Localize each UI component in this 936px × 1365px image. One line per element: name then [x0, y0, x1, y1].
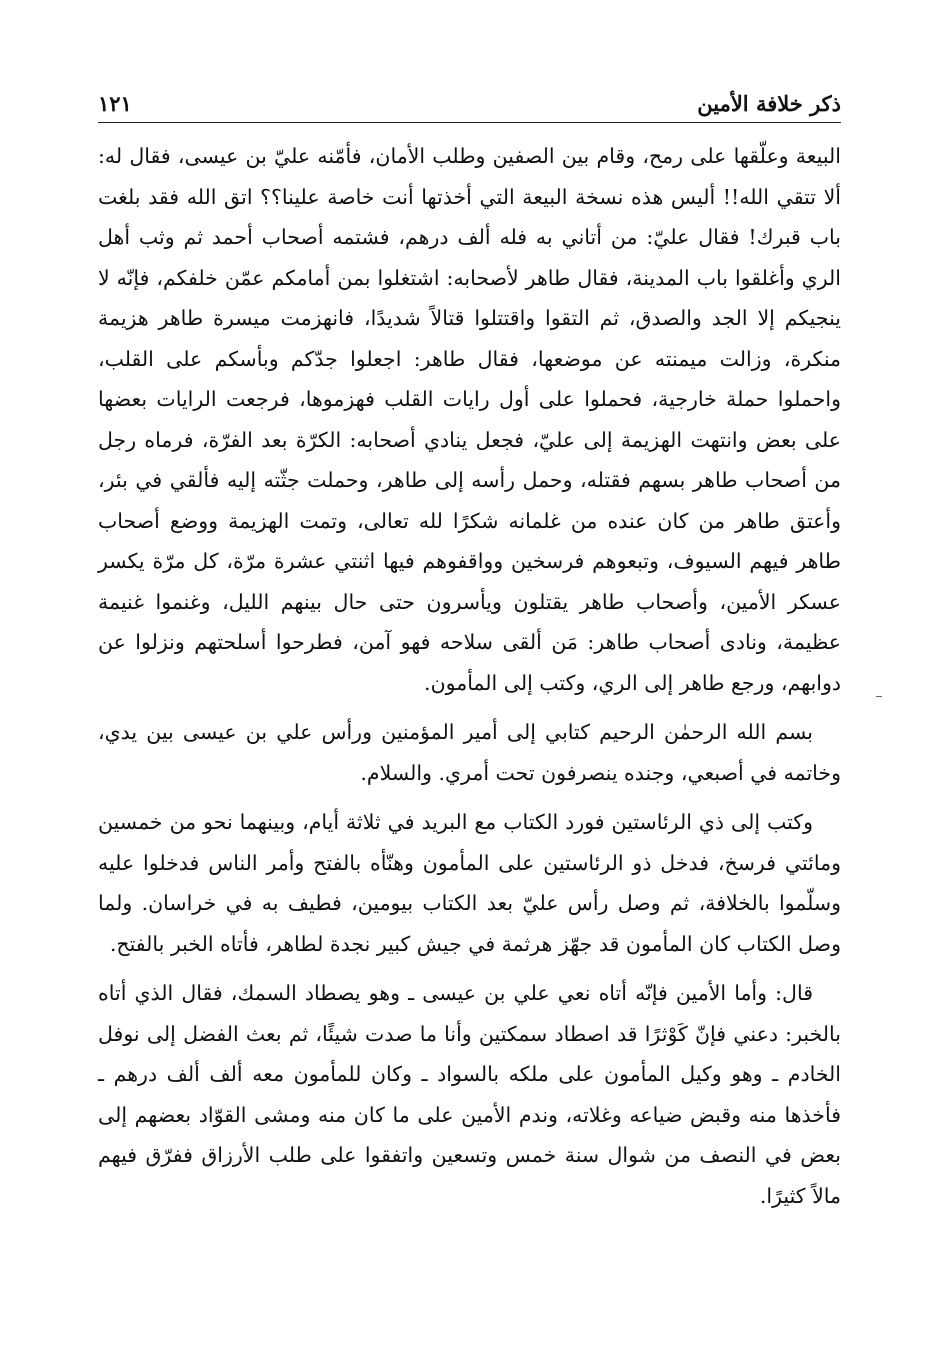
- paragraph-2: بسم الله الرحمٰن الرحيم كتابي إلى أمير المؤمنين ورأس علي بن عيسى بين يدي، وخاتمه في أصبعي، وجنده ينصرفون تحت أمري. والسلام.: [98, 720, 841, 785]
- paragraph-1: البيعة وعلّقها على رمح، وقام بين الصفين وطلب الأمان، فأمّنه عليّ بن عيسى، فقال له: ألا تتقي الله!! أليس هذه نسخة البيعة التي أخذتها أنت خاصة علينا؟؟ اتق الله فقد بلغت باب قبرك! فقال عليّ: من أتاني به فله ألف درهم، فشتمه أصحاب أحمد ثم وثب أهل الري وأغلقوا باب المدينة، فقال طاهر لأصحابه: اشتغلوا بمن أمامكم عمّن خلفكم، فإنّه لا ينجيكم إلا الجد والصدق، ثم التقوا واقتتلوا قتالاً شديدًا، فانهزمت ميسرة طاهر هزيمة منكرة، وزالت ميمنته عن موضعها، فقال طاهر: اجعلوا جدّكم وبأسكم على القلب، واحملوا حملة خارجية، فحملوا على أول رايات القلب فهزموها، فرجعت الرايات بعضها على بعض وانتهت الهزيمة إلى عليّ، فجعل ينادي أصحابه: الكرّة بعد الفرّة، فرماه رجل من أصحاب طاهر بسهم فقتله، وحمل رأسه إلى طاهر، وحملت جثّته إليه فألقي في بئر، وأعتق طاهر من كان عنده من غلمانه شكرًا لله تعالى، وتمت الهزيمة ووضع أصحاب طاهر فيهم السيوف، وتبعوهم فرسخين وواقفوهم فيها اثنتي عشرة مرّة، كل مرّة يكسر عسكر الأمين، وأصحاب طاهر يقتلون ويأسرون حتى حال بينهم الليل، وغنموا غنيمة عظيمة، ونادى أصحاب طاهر: مَن ألقى سلاحه فهو آمن، فطرحوا أسلحتهم ونزلوا عن دوابهم، ورجع طاهر إلى الري، وكتب إلى المأمون.: [98, 144, 841, 695]
- header-rule: [98, 122, 841, 123]
- margin-mark: [876, 696, 882, 697]
- paragraph-3: وكتب إلى ذي الرئاستين فورد الكتاب مع البريد في ثلاثة أيام، وبينهما نحو من خمسين ومائتي فرسخ، فدخل ذو الرئاستين على المأمون وهنّأه بالفتح وأمر الناس فدخلوا عليه وسلّموا بالخلافة، ثم وصل رأس عليّ بعد الكتاب بيومين، فطيف به في خراسان. ولما وصل الكتاب كان المأمون قد جهّز هرثمة في جيش كبير نجدة لطاهر، فأتاه الخبر بالفتح.: [98, 810, 841, 956]
- running-header: [98, 84, 841, 116]
- chapter-title: ذكر خلافة الأمين: [697, 91, 841, 116]
- page-number: ١٢١: [98, 91, 132, 116]
- page-body: [98, 136, 841, 1216]
- paragraph-4: قال: وأما الأمين فإنّه أتاه نعي علي بن عيسى ـ وهو يصطاد السمك، فقال الذي أتاه بالخبر: دعني فإنّ كَوْثرًا قد اصطاد سمكتين وأنا ما صدت شيئًا، ثم بعث الفضل إلى نوفل الخادم ـ وهو وكيل المأمون على ملكه بالسواد ـ وكان للمأمون معه ألف ألف درهم ـ فأخذها منه وقبض ضياعه وغلاته، وندم الأمين على ما كان منه ومشى القوّاد بعضهم إلى بعض في النصف من شوال سنة خمس وتسعين واتفقوا على طلب الأرزاق ففرّق فيهم مالاً كثيرًا.: [98, 981, 841, 1208]
